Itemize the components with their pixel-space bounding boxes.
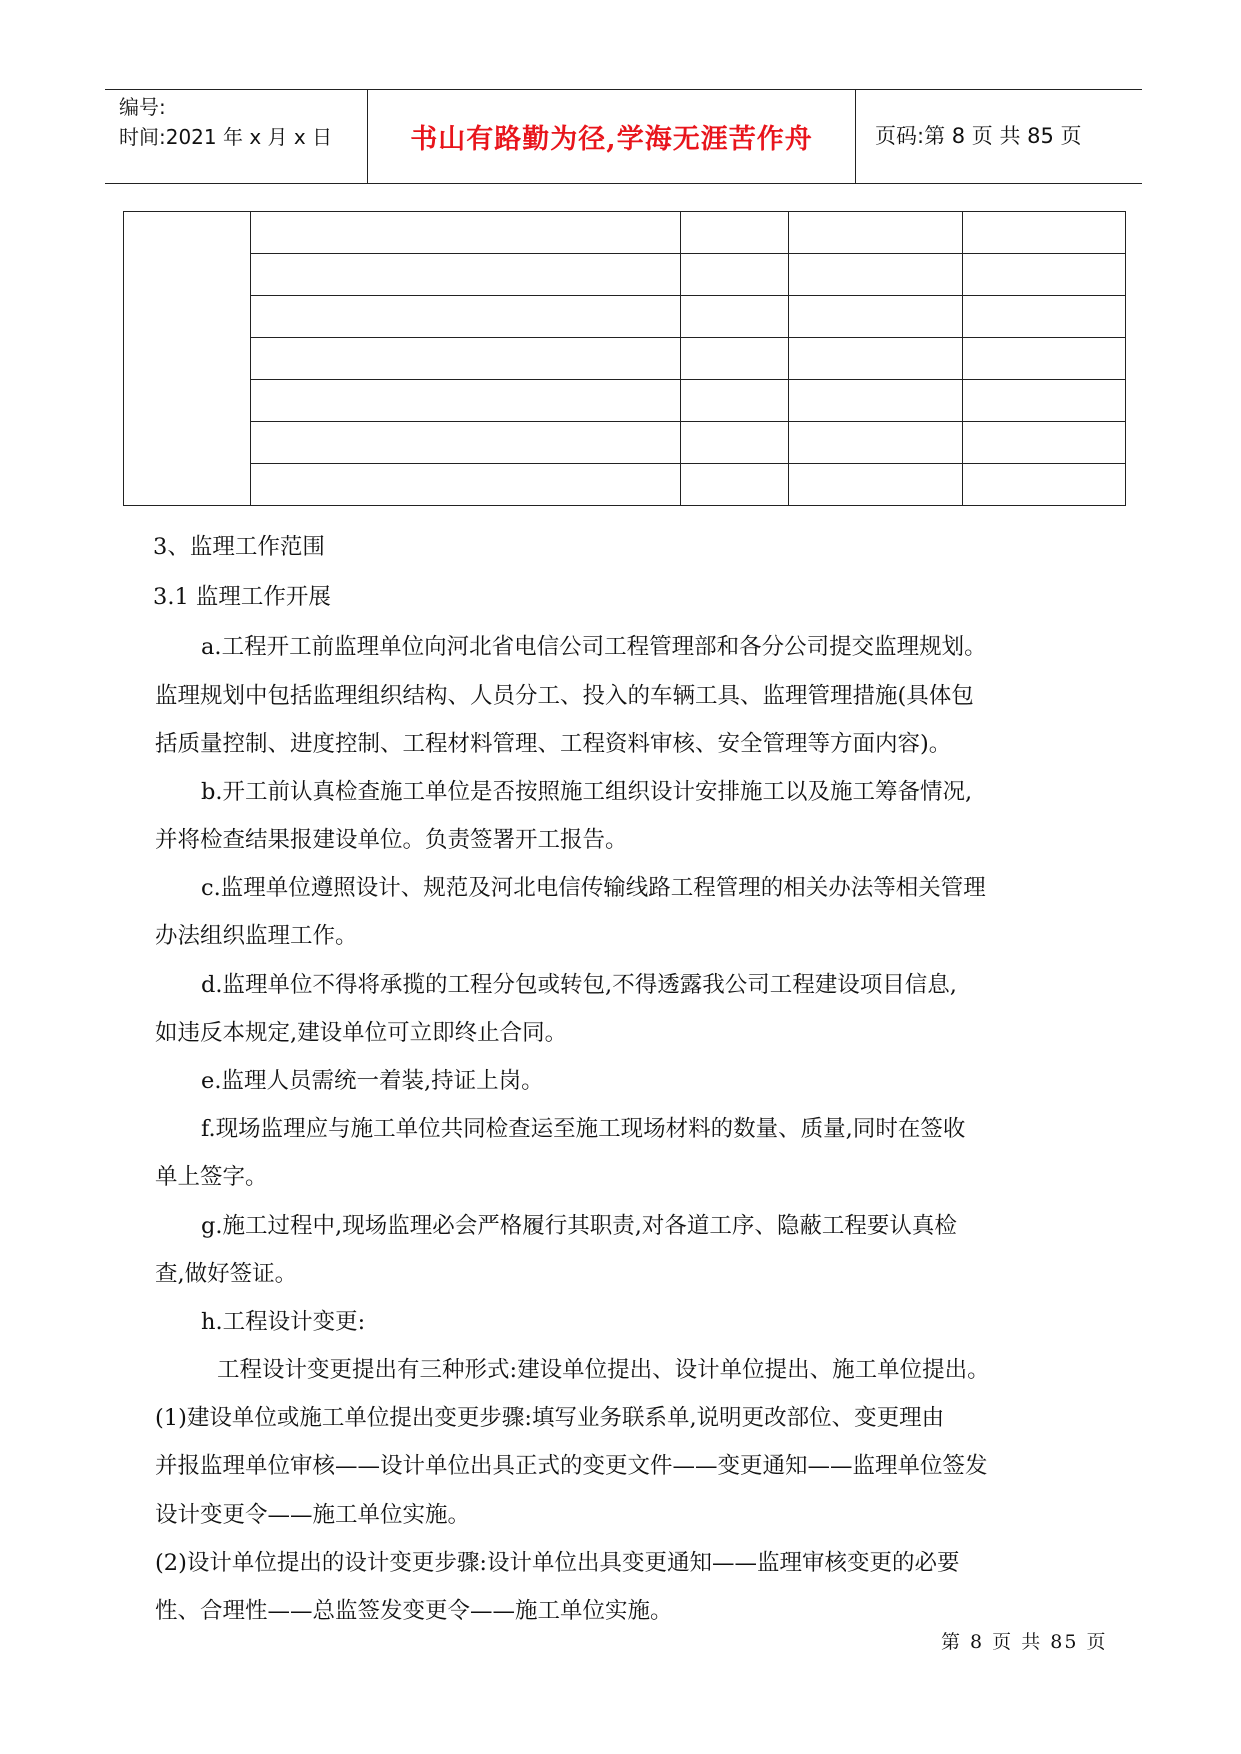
paragraph-line: f.现场监理应与施工单位共同检查运至施工现场材料的数量、质量,同时在签收 [201, 1116, 966, 1142]
table-cell [251, 296, 681, 338]
paragraph-line: h.工程设计变更: [201, 1309, 366, 1335]
table-cell [681, 464, 789, 506]
continuation-table [123, 211, 1126, 506]
paragraph-line: g.施工过程中,现场监理必会严格履行其职责,对各道工序、隐蔽工程要认真检 [201, 1213, 957, 1239]
paragraph-line: c.监理单位遵照设计、规范及河北电信传输线路工程管理的相关办法等相关管理 [201, 875, 986, 901]
section-heading: 3、监理工作范围 [153, 534, 325, 560]
table-cell [681, 296, 789, 338]
table-cell [963, 212, 1126, 254]
subsection-heading: 3.1 监理工作开展 [153, 584, 331, 610]
paragraph-line: 并将检查结果报建设单位。负责签署开工报告。 [155, 827, 628, 853]
table-cell [963, 296, 1126, 338]
paragraph-line: 性、合理性——总监签发变更令——施工单位实施。 [155, 1598, 673, 1624]
table-row [124, 380, 1126, 422]
document-time-label: 时间:2021 年 x 月 x 日 [119, 125, 333, 149]
paragraph-line: 监理规划中包括监理组织结构、人员分工、投入的车辆工具、监理管理措施(具体包 [155, 683, 974, 709]
table-cell [789, 212, 963, 254]
paragraph-line: 并报监理单位审核——设计单位出具正式的变更文件——变更通知——监理单位签发 [155, 1453, 988, 1479]
table-cell [681, 422, 789, 464]
paragraph-line: e.监理人员需统一着装,持证上岗。 [201, 1068, 544, 1094]
table-cell [963, 464, 1126, 506]
paragraph-line: 办法组织监理工作。 [155, 923, 358, 949]
table-row [124, 212, 1126, 254]
table-row [124, 422, 1126, 464]
paragraph-line: 工程设计变更提出有三种形式:建设单位提出、设计单位提出、施工单位提出。 [217, 1357, 990, 1383]
paragraph-line: 查,做好签证。 [155, 1261, 298, 1287]
table-cell [963, 254, 1126, 296]
table-row [124, 338, 1126, 380]
table-cell [251, 212, 681, 254]
table-cell [251, 464, 681, 506]
page-header [105, 89, 1142, 184]
table-cell [251, 422, 681, 464]
table-cell [251, 338, 681, 380]
table-cell [963, 338, 1126, 380]
header-page-number: 页码:第 8 页 共 85 页 [875, 124, 1082, 148]
table-merged-cell [124, 212, 251, 506]
header-meta [119, 92, 332, 152]
document-number-label: 编号: [119, 95, 166, 119]
table-cell [681, 212, 789, 254]
table-cell [963, 422, 1126, 464]
table-cell [789, 380, 963, 422]
table-cell [681, 338, 789, 380]
table-cell [251, 254, 681, 296]
table-cell [251, 380, 681, 422]
table-cell [789, 422, 963, 464]
table-cell [789, 254, 963, 296]
table-row [124, 464, 1126, 506]
paragraph-line: 设计变更令——施工单位实施。 [155, 1502, 471, 1528]
page-footer: 第 8 页 共 85 页 [941, 1631, 1108, 1653]
table-cell [789, 338, 963, 380]
table-row [124, 296, 1126, 338]
table-cell [681, 380, 789, 422]
paragraph-line: 如违反本规定,建设单位可立即终止合同。 [155, 1020, 568, 1046]
table-cell [963, 380, 1126, 422]
paragraph-line: 括质量控制、进度控制、工程材料管理、工程资料审核、安全管理等方面内容)。 [155, 731, 952, 757]
header-divider [855, 90, 856, 183]
table-cell [681, 254, 789, 296]
paragraph-line: (1)建设单位或施工单位提出变更步骤:填写业务联系单,说明更改部位、变更理由 [155, 1405, 945, 1431]
table-cell [789, 296, 963, 338]
paragraph-line: b.开工前认真检查施工单位是否按照施工组织设计安排施工以及施工筹备情况, [201, 779, 973, 805]
paragraph-line: 单上签字。 [155, 1164, 268, 1190]
paragraph-line: d.监理单位不得将承揽的工程分包或转包,不得透露我公司工程建设项目信息, [201, 972, 957, 998]
table-row [124, 254, 1126, 296]
table-cell [789, 464, 963, 506]
paragraph-line: a.工程开工前监理单位向河北省电信公司工程管理部和各分公司提交监理规划。 [201, 634, 987, 660]
paragraph-line: (2)设计单位提出的设计变更步骤:设计单位出具变更通知——监理审核变更的必要 [155, 1550, 960, 1576]
header-motto: 书山有路勤为径,学海无涯苦作舟 [410, 124, 813, 155]
